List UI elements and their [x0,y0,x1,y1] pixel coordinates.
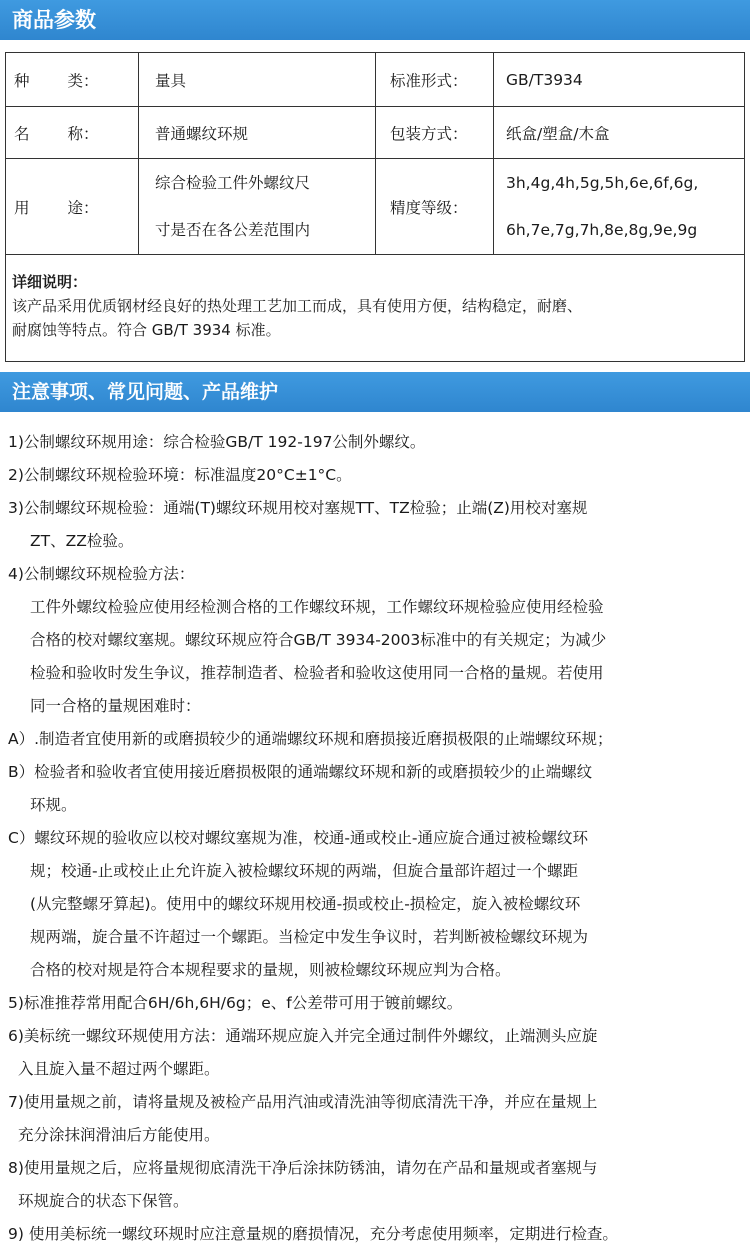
note-line: 2)公制螺纹环规检验环境：标准温度20°C±1°C。 [8,466,352,484]
detail-text: 该产品采用优质钢材经良好的热处理工艺加工而成，具有使用方便，结构稳定，耐磨、 [12,297,583,315]
grade-value-line: 6h,7e,7g,7h,8e,8g,9e,9g [506,220,698,239]
use-value [139,159,376,255]
note-line: C）螺纹环规的验收应以校对螺纹塞规为准，校通-通或校止-通应旋合通过被检螺纹环 [8,829,589,847]
name-value: 普通螺纹环规 [139,107,376,159]
note-line: 规两端，旋合量不许超过一个螺距。当检定中发生争议时，若判断被检螺纹环规为 [30,928,589,946]
detail-description [6,255,744,361]
note-line: 入且旋入量不超过两个螺距。 [18,1060,220,1078]
standard-label: 标准形式： [376,53,494,107]
use-value-line: 综合检验工件外螺纹尺 [155,173,311,192]
use-label: 用 途： [6,159,139,255]
note-line: A）.制造者宜使用新的或磨损较少的通端螺纹环规和磨损接近磨损极限的止端螺纹环规； [8,730,613,748]
note-line: ZT、ZZ检验。 [30,532,134,550]
note-line: 5)标准推荐常用配合6H/6h,6H/6g；e、f公差带可用于镀前螺纹。 [8,994,463,1012]
detail-text: 耐腐蚀等特点。符合 GB/T 3934 标准。 [12,321,281,339]
grade-label: 精度等级： [376,159,494,255]
note-line: 检验和验收时发生争议，推荐制造者、检验者和验收这使用同一合格的量规。若使用 [30,664,604,682]
note-line: 合格的校对螺纹塞规。螺纹环规应符合GB/T 3934-2003标准中的有关规定；为减少 [30,631,607,649]
note-line: 环规旋合的状态下保管。 [18,1192,189,1210]
package-label: 包装方式： [376,107,494,159]
note-line: 环规。 [30,796,77,814]
note-line: 7)使用量规之前，请将量规及被检产品用汽油或清洗油等彻底清洗干净，并应在量规上 [8,1093,598,1111]
note-line: 6)美标统一螺纹环规使用方法：通端环规应旋入并完全通过制件外螺纹，止端测头应旋 [8,1027,598,1045]
note-line: 1)公制螺纹环规用途：综合检验GB/T 192-197公制外螺纹。 [8,433,426,451]
note-line: 3)公制螺纹环规检验：通端(T)螺纹环规用校对塞规TT、TZ检验；止端(Z)用校对塞规 [8,499,588,517]
spec-table [5,52,745,362]
grade-value-line: 3h,4g,4h,5g,5h,6e,6f,6g, [506,173,699,192]
section-header-notes [0,372,750,412]
grade-value [494,159,744,255]
note-line: 合格的校对规是符合本规程要求的量规，则被检螺纹环规应判为合格。 [30,961,511,979]
name-label: 名 称： [6,107,139,159]
note-line: (从完整螺牙算起)。使用中的螺纹环规用校通-损或校止-损检定，旋入被检螺纹环 [30,895,581,913]
note-line: 工件外螺纹检验应使用经检测合格的工作螺纹环规，工作螺纹环规检验应使用经检验 [30,598,604,616]
note-line: 9) 使用美标统一螺纹环规时应注意量规的磨损情况，充分考虑使用频率，定期进行检查。 [8,1225,618,1243]
package-value: 纸盒/塑盒/木盒 [494,107,744,159]
section-title: 商品参数 [12,8,96,32]
note-line: 8)使用量规之后，应将量规彻底清洗干净后涂抹防锈油，请勿在产品和量规或者塞规与 [8,1159,598,1177]
notes-list [8,426,746,1251]
section-header-product-params [0,0,750,40]
type-label: 种 类： [6,53,139,107]
standard-value: GB/T3934 [494,53,744,107]
note-line: 充分涂抹润滑油后方能使用。 [18,1126,220,1144]
detail-title: 详细说明： [12,273,88,291]
note-line: 4)公制螺纹环规检验方法： [8,565,195,583]
note-line: 规；校通-止或校止止允许旋入被检螺纹环规的两端，但旋合量部许超过一个螺距 [30,862,579,880]
note-line: B）检验者和验收者宜使用接近磨损极限的通端螺纹环规和新的或磨损较少的止端螺纹 [8,763,593,781]
use-value-line: 寸是否在各公差范围内 [155,220,311,239]
section-title: 注意事项、常见问题、产品维护 [12,381,279,403]
note-line: 同一合格的量规困难时： [30,697,201,715]
type-value: 量具 [139,53,376,107]
